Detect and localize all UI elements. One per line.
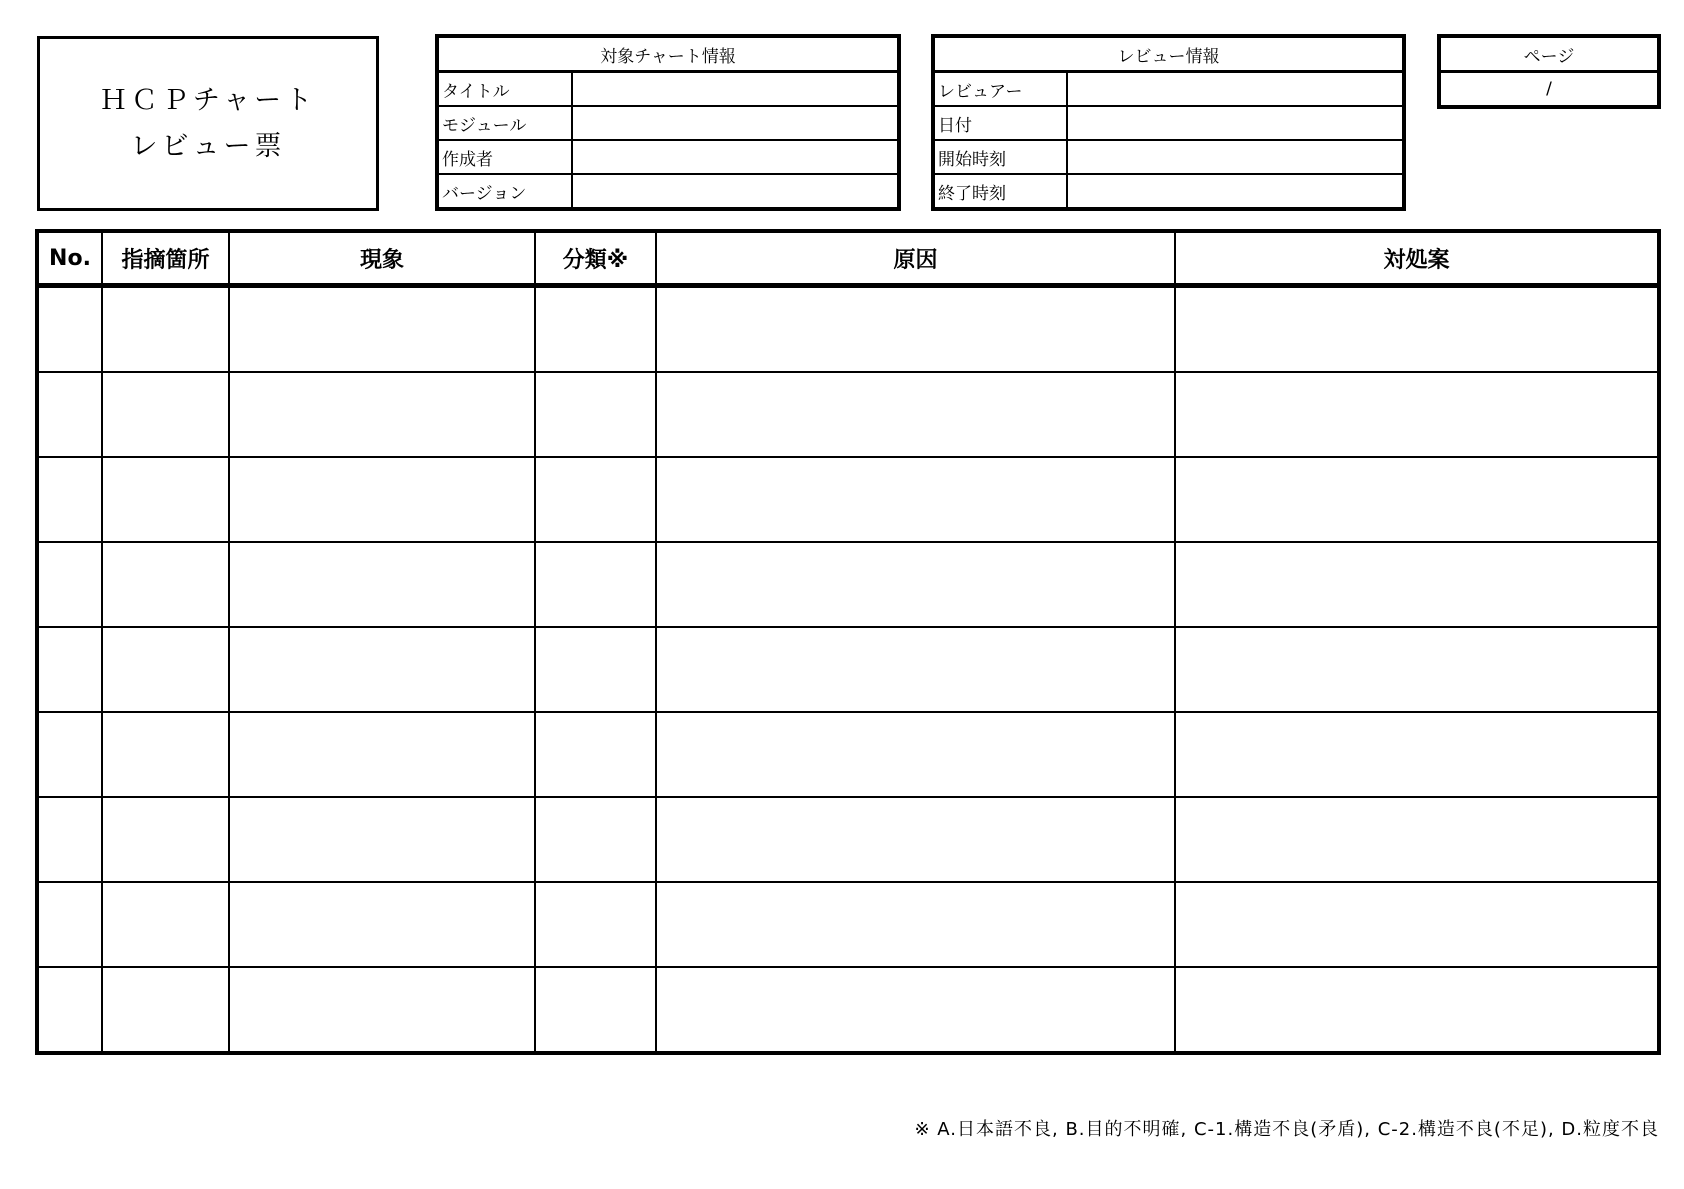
column-header-category: 分類※ [535,232,656,286]
review-info-header: レビュー情報 [934,37,1403,72]
review-items-table [37,231,1659,1053]
review-info-date-label: 日付 [934,106,1067,140]
table-row [38,967,1658,1052]
table-row [38,286,1658,373]
cell-no[interactable] [38,797,102,882]
chart-info-title-field[interactable] [572,72,898,107]
table-row [38,627,1658,712]
cell-countermeasure[interactable] [1175,967,1658,1052]
form-title-box [37,36,379,211]
chart-info-author-label: 作成者 [438,140,572,174]
table-row [38,372,1658,457]
cell-cause[interactable] [656,712,1175,797]
cell-phenomenon[interactable] [229,797,535,882]
cell-category[interactable] [535,372,656,457]
cell-cause[interactable] [656,967,1175,1052]
review-info-table [933,36,1404,209]
cell-countermeasure[interactable] [1175,712,1658,797]
page-number-field[interactable]: / [1440,72,1658,107]
cell-countermeasure[interactable] [1175,457,1658,542]
review-info-end-time-label: 終了時刻 [934,174,1067,208]
cell-location[interactable] [102,542,229,627]
cell-countermeasure[interactable] [1175,542,1658,627]
cell-location[interactable] [102,967,229,1052]
cell-category[interactable] [535,967,656,1052]
cell-location[interactable] [102,627,229,712]
cell-location[interactable] [102,457,229,542]
cell-no[interactable] [38,712,102,797]
chart-info-version-field[interactable] [572,174,898,208]
cell-category[interactable] [535,627,656,712]
cell-phenomenon[interactable] [229,967,535,1052]
cell-cause[interactable] [656,542,1175,627]
cell-no[interactable] [38,286,102,373]
cell-no[interactable] [38,882,102,967]
cell-category[interactable] [535,712,656,797]
cell-no[interactable] [38,627,102,712]
cell-cause[interactable] [656,372,1175,457]
cell-no[interactable] [38,457,102,542]
table-row [38,542,1658,627]
cell-location[interactable] [102,882,229,967]
column-header-countermeasure: 対処案 [1175,232,1658,286]
column-header-no: No. [38,232,102,286]
cell-cause[interactable] [656,286,1175,373]
cell-no[interactable] [38,542,102,627]
cell-category[interactable] [535,542,656,627]
column-header-location: 指摘箇所 [102,232,229,286]
chart-info-table [437,36,899,209]
cell-countermeasure[interactable] [1175,372,1658,457]
review-info-start-time-field[interactable] [1067,140,1403,174]
cell-countermeasure[interactable] [1175,286,1658,373]
cell-phenomenon[interactable] [229,627,535,712]
classification-footnote: ※ A.日本語不良, B.目的不明確, C-1.構造不良(矛盾), C-2.構造不良(不足), D.粒度不良 [914,1119,1659,1140]
cell-location[interactable] [102,712,229,797]
cell-cause[interactable] [656,627,1175,712]
cell-no[interactable] [38,372,102,457]
page-info-header: ページ [1440,37,1658,72]
cell-phenomenon[interactable] [229,372,535,457]
form-title-line-2: レビュー票 [130,130,286,162]
chart-info-module-field[interactable] [572,106,898,140]
cell-countermeasure[interactable] [1175,882,1658,967]
table-row [38,457,1658,542]
review-info-start-time-label: 開始時刻 [934,140,1067,174]
form-title-line-1: ＨＣＰチャート [99,84,317,116]
chart-info-version-label: バージョン [438,174,572,208]
cell-countermeasure[interactable] [1175,627,1658,712]
column-header-phenomenon: 現象 [229,232,535,286]
column-header-cause: 原因 [656,232,1175,286]
cell-location[interactable] [102,286,229,373]
page-info-table [1439,36,1659,107]
cell-countermeasure[interactable] [1175,797,1658,882]
cell-phenomenon[interactable] [229,286,535,373]
cell-phenomenon[interactable] [229,882,535,967]
chart-info-title-label: タイトル [438,72,572,107]
review-info-reviewer-field[interactable] [1067,72,1403,107]
cell-phenomenon[interactable] [229,712,535,797]
chart-info-author-field[interactable] [572,140,898,174]
table-row [38,882,1658,967]
chart-info-header: 対象チャート情報 [438,37,898,72]
review-info-reviewer-label: レビュアー [934,72,1067,107]
table-row [38,712,1658,797]
review-info-date-field[interactable] [1067,106,1403,140]
cell-phenomenon[interactable] [229,542,535,627]
cell-no[interactable] [38,967,102,1052]
cell-phenomenon[interactable] [229,457,535,542]
chart-info-module-label: モジュール [438,106,572,140]
cell-location[interactable] [102,372,229,457]
cell-cause[interactable] [656,797,1175,882]
cell-category[interactable] [535,286,656,373]
cell-cause[interactable] [656,882,1175,967]
cell-category[interactable] [535,457,656,542]
cell-cause[interactable] [656,457,1175,542]
cell-category[interactable] [535,882,656,967]
cell-category[interactable] [535,797,656,882]
table-row [38,797,1658,882]
review-info-end-time-field[interactable] [1067,174,1403,208]
cell-location[interactable] [102,797,229,882]
